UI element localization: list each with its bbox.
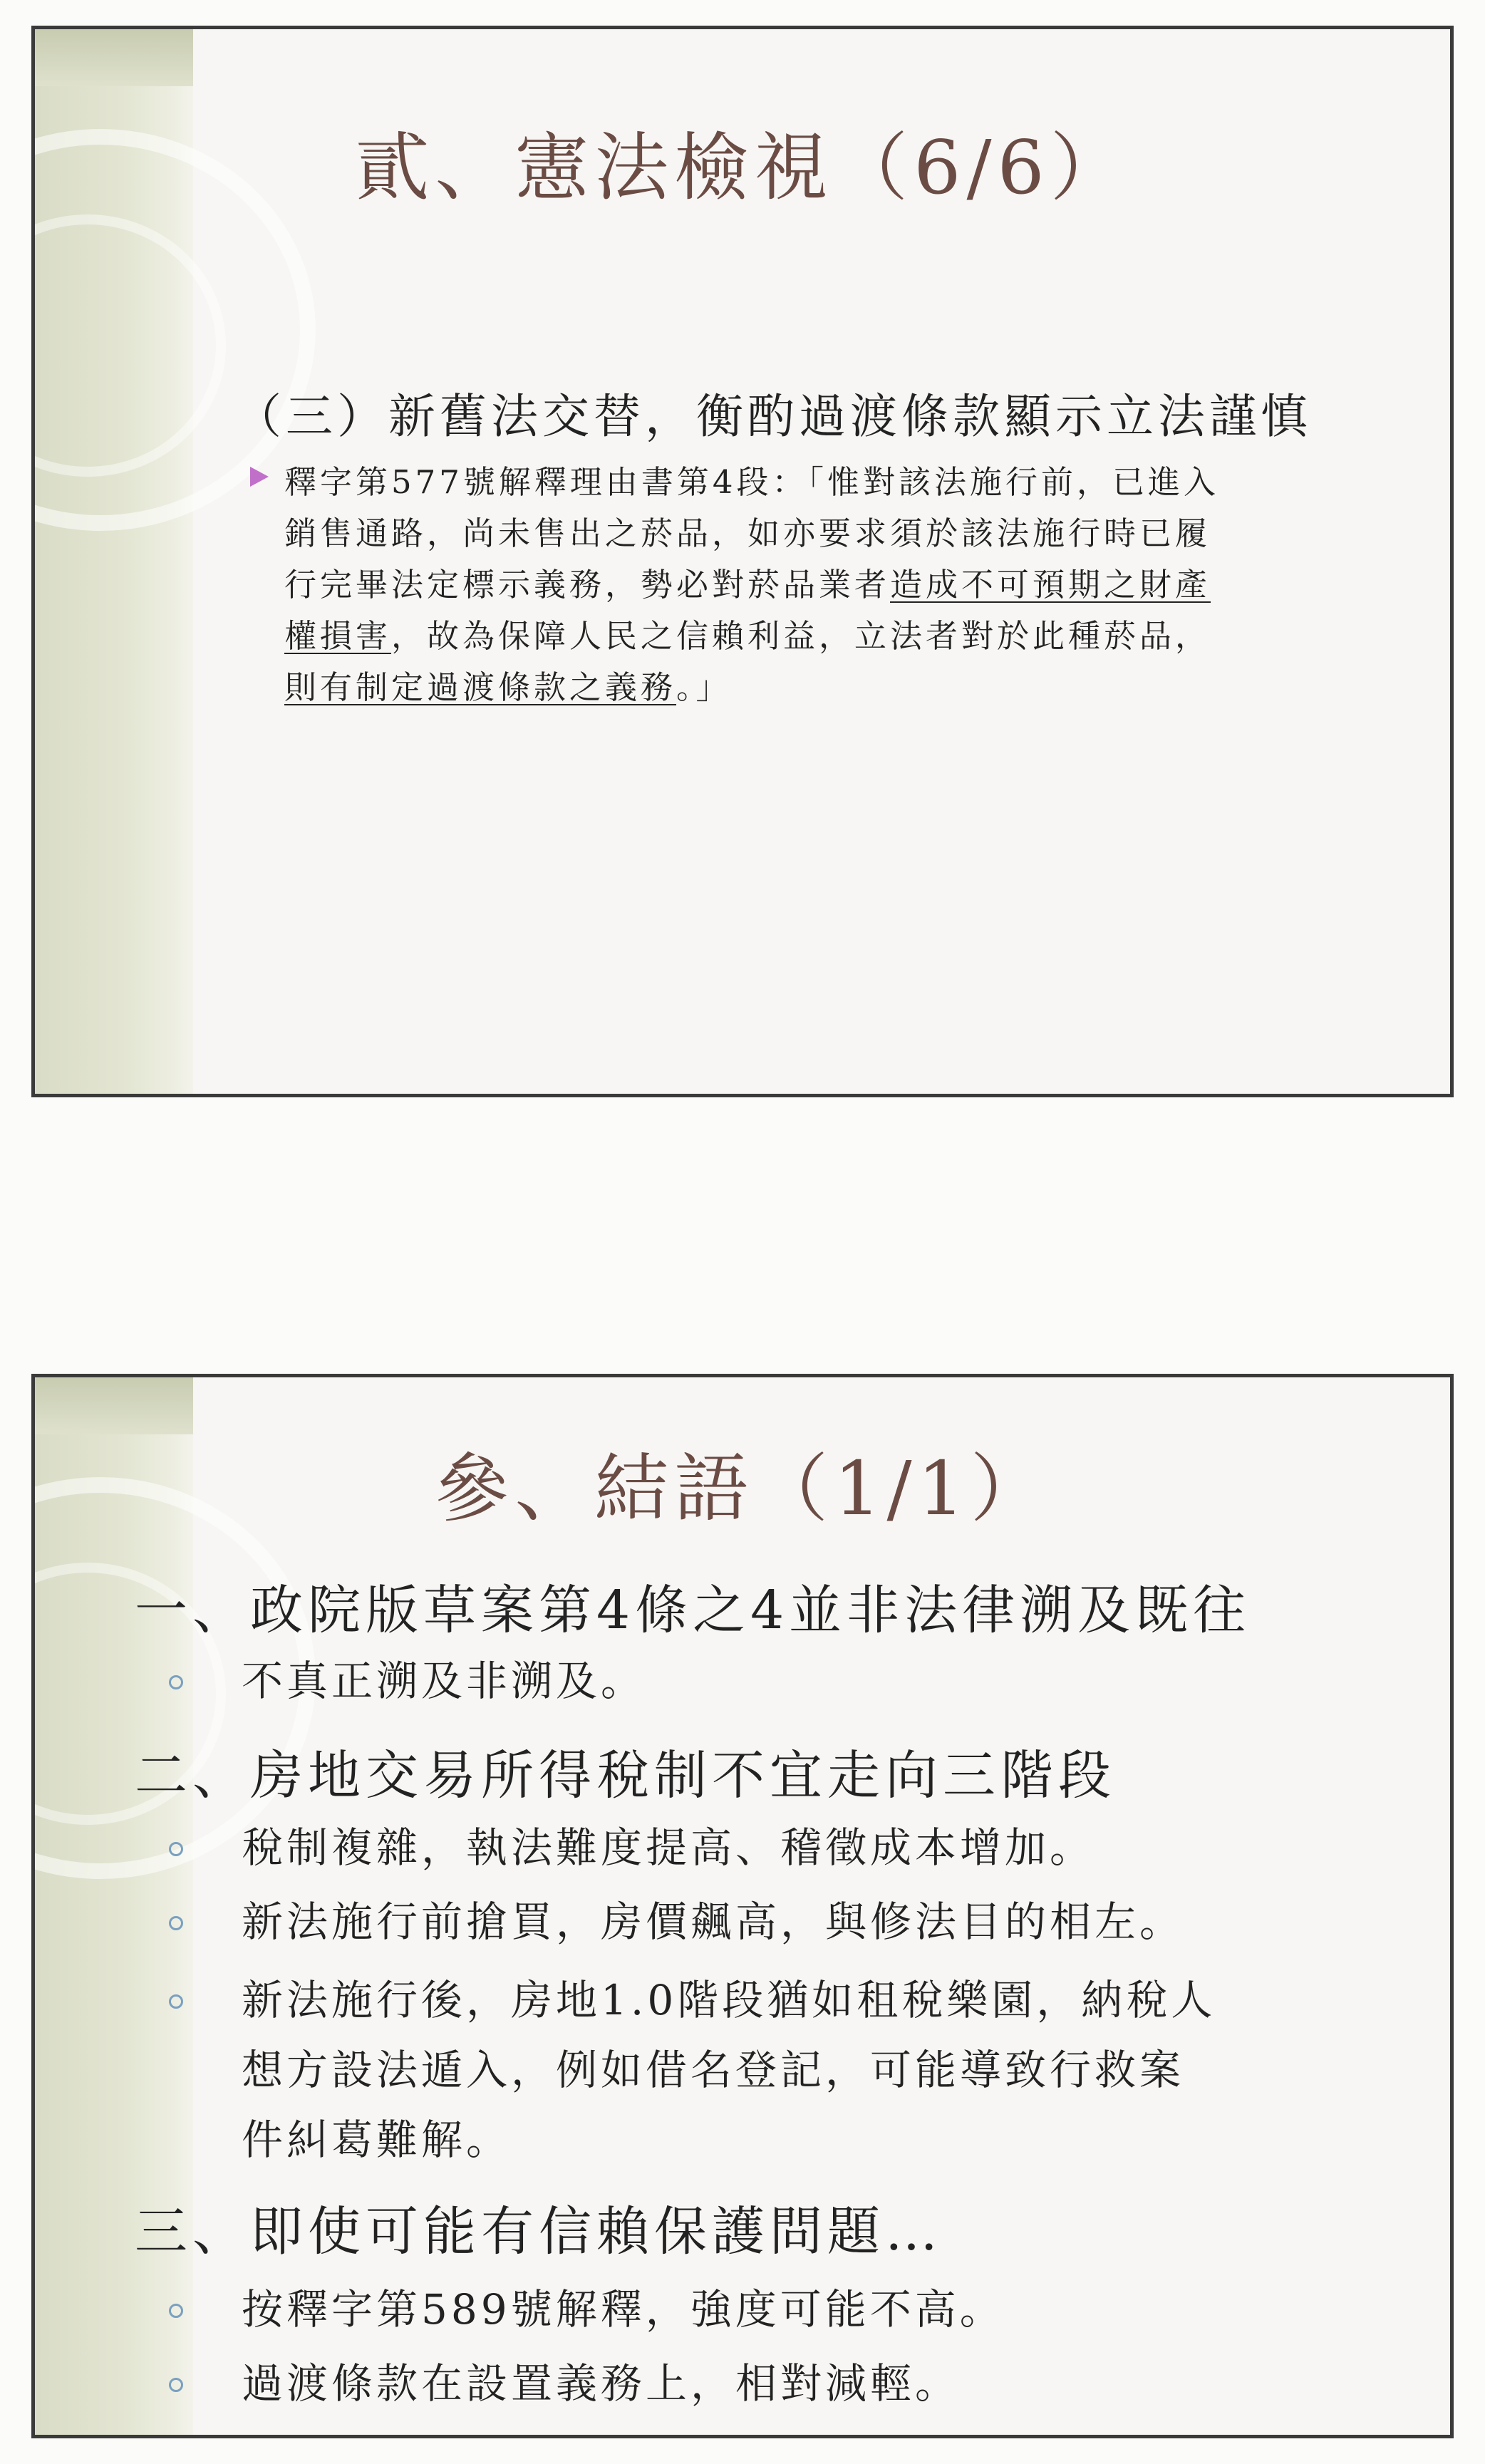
slide-side-decoration	[35, 1377, 193, 2435]
list-item-continued: 想方設法遁入，例如借名登記，可能導致行救案	[242, 2046, 1185, 2094]
slide-conclusion	[31, 1374, 1454, 2438]
slide-title: 貳、憲法檢視（6/6）	[355, 124, 1130, 211]
quote-line: 釋字第577號解釋理由書第4段：「惟對該法施行前，已進入	[284, 463, 1220, 501]
circle-bullet-icon	[169, 1916, 183, 1930]
circle-bullet-icon	[169, 2378, 183, 2392]
slide-constitution-review	[31, 26, 1454, 1097]
list-item: 按釋字第589號解釋，強度可能不高。	[242, 2285, 1005, 2334]
list-item-continued: 件糾葛難解。	[242, 2116, 512, 2164]
conclusion-heading-2: 二、房地交易所得稅制不宜走向三階段	[135, 1745, 1116, 1806]
list-item: 過渡條款在設置義務上，相對減輕。	[242, 2359, 961, 2408]
quote-line: 權損害，故為保障人民之信賴利益，立法者對於此種菸品，	[284, 617, 1211, 655]
quote-line: 銷售通路，尚未售出之菸品，如亦要求須於該法施行時已履	[284, 514, 1211, 552]
circle-bullet-icon	[169, 1675, 183, 1689]
quote-bullet	[284, 457, 1424, 713]
conclusion-heading-1: 一、政院版草案第4條之4並非法律溯及既往	[135, 1580, 1251, 1641]
slide-title: 參、結語（1/1）	[435, 1445, 1050, 1532]
conclusion-heading-3: 三、即使可能有信賴保護問題…	[135, 2201, 943, 2262]
circle-bullet-icon	[169, 1842, 183, 1856]
quote-line: 則有制定過渡條款之義務。」	[284, 668, 732, 706]
circle-bullet-icon	[169, 1994, 183, 2009]
circle-bullet-icon	[169, 2304, 183, 2318]
list-item: 稅制複雜，執法難度提高、稽徵成本增加。	[242, 1823, 1095, 1872]
arrow-bullet-icon	[250, 467, 269, 487]
list-item: 不真正溯及非溯及。	[242, 1657, 646, 1705]
section-subheading: （三）新舊法交替，衡酌過渡條款顯示立法謹慎	[234, 389, 1312, 444]
list-item: 新法施行後，房地1.0階段猶如租稅樂園，納稅人	[242, 1976, 1216, 2024]
list-item: 新法施行前搶買，房價飆高，與修法目的相左。	[242, 1898, 1185, 1946]
quote-line: 行完畢法定標示義務，勢必對菸品業者造成不可預期之財產	[284, 566, 1211, 604]
